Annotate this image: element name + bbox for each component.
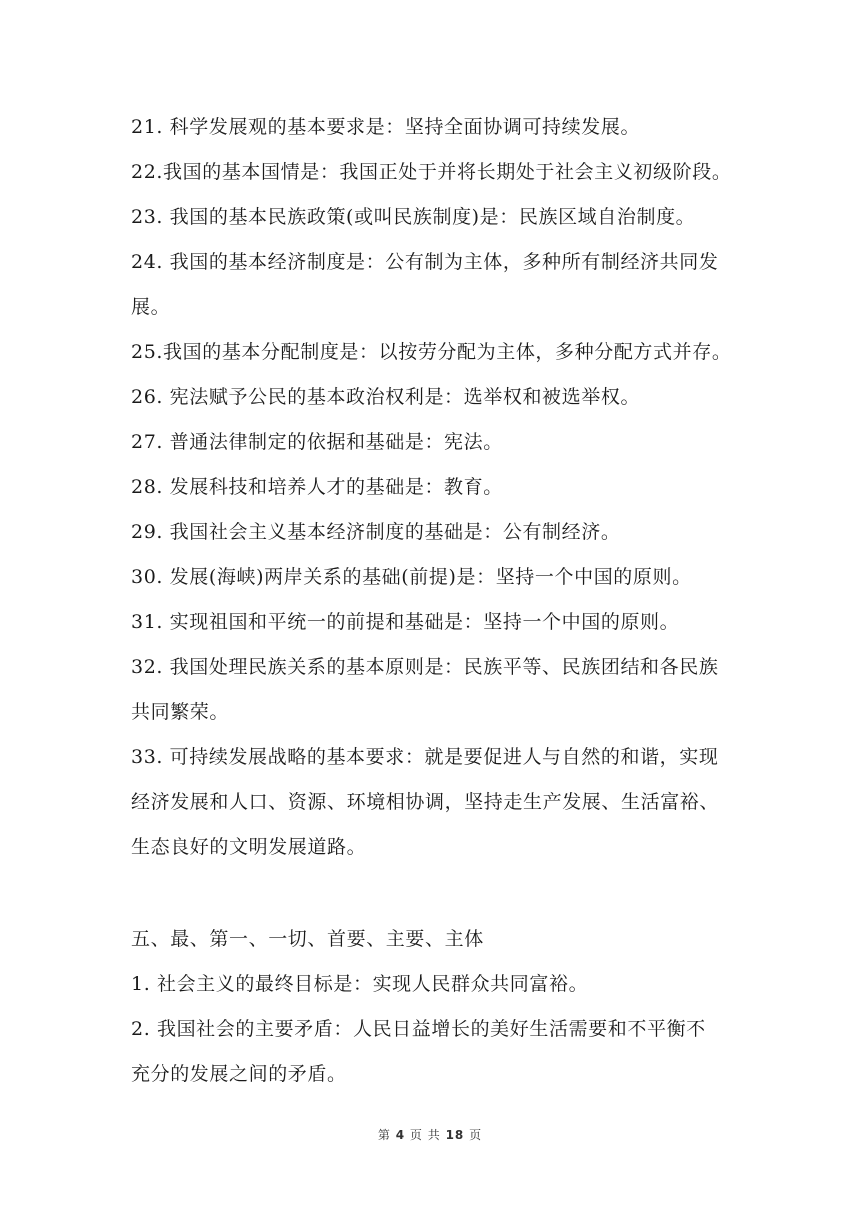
text-line: 22.我国的基本国情是：我国正处于并将长期处于社会主义初级阶段。	[131, 161, 732, 183]
text-line: 1. 社会主义的最终目标是：实现人民群众共同富裕。	[131, 973, 589, 995]
footer-mid: 页 共	[409, 1128, 441, 1142]
footer-suffix: 页	[469, 1128, 483, 1142]
text-line: 展。	[131, 296, 171, 318]
text-line: 26. 宪法赋予公民的基本政治权利是：选举权和被选举权。	[131, 386, 641, 408]
page-footer	[0, 1127, 860, 1143]
text-line: 共同繁荣。	[131, 701, 230, 723]
text-line: 充分的发展之间的矛盾。	[131, 1063, 347, 1085]
text-line: 21. 科学发展观的基本要求是：坚持全面协调可持续发展。	[131, 116, 641, 138]
text-line: 31. 实现祖国和平统一的前提和基础是：坚持一个中国的原则。	[131, 611, 680, 633]
text-line: 32. 我国处理民族关系的基本原则是：民族平等、民族团结和各民族	[131, 656, 719, 678]
text-line: 28. 发展科技和培养人才的基础是：教育。	[131, 476, 503, 498]
text-line: 2. 我国社会的主要矛盾：人民日益增长的美好生活需要和不平衡不	[131, 1018, 706, 1040]
text-line: 生态良好的文明发展道路。	[131, 836, 367, 858]
section-heading: 五、最、第一、一切、首要、主要、主体	[131, 928, 484, 950]
text-line: 30. 发展(海峡)两岸关系的基础(前提)是：坚持一个中国的原则。	[131, 566, 692, 588]
text-line: 经济发展和人口、资源、环境相协调，坚持走生产发展、生活富裕、	[131, 791, 720, 813]
total-page-count: 18	[445, 1128, 465, 1142]
text-line: 33. 可持续发展战略的基本要求：就是要促进人与自然的和谐，实现	[131, 746, 719, 768]
text-line: 29. 我国社会主义基本经济制度的基础是：公有制经济。	[131, 521, 621, 543]
text-line: 23. 我国的基本民族政策(或叫民族制度)是：民族区域自治制度。	[131, 206, 696, 228]
current-page-number: 4	[395, 1128, 406, 1142]
footer-prefix: 第	[377, 1128, 391, 1142]
text-line: 24. 我国的基本经济制度是：公有制为主体，多种所有制经济共同发	[131, 251, 719, 273]
text-line: 27. 普通法律制定的依据和基础是：宪法。	[131, 431, 503, 453]
text-line: 25.我国的基本分配制度是：以按劳分配为主体，多种分配方式并存。	[131, 341, 732, 363]
